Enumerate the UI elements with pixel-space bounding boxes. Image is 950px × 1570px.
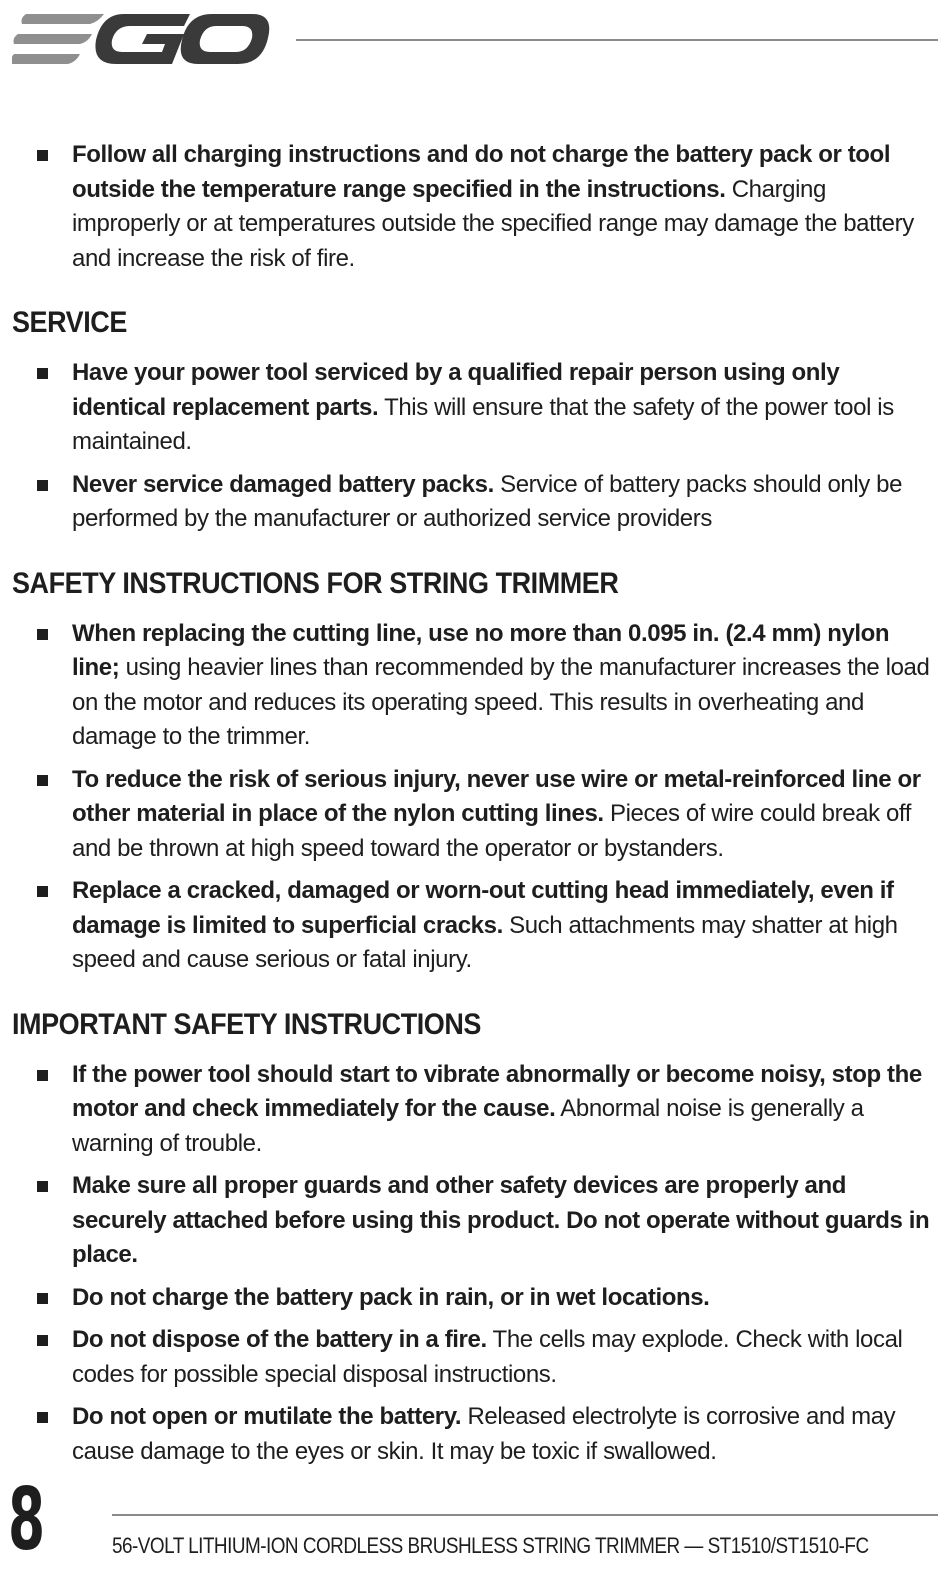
square-bullet-icon xyxy=(37,1070,48,1081)
bullet-regular: Abnormal noise is generally a warning of trouble. xyxy=(72,1095,864,1157)
list-item xyxy=(12,1281,936,1316)
bullet-text xyxy=(72,138,936,276)
ego-logo-graphic xyxy=(12,10,272,70)
footer-title: 56-VOLT LITHIUM-ION CORDLESS BRUSHLESS STRING TRIMMER — ST1510/ST1510-FC xyxy=(112,1533,869,1558)
important-list xyxy=(12,1058,936,1470)
list-item xyxy=(12,138,936,276)
intro-list xyxy=(12,138,936,276)
bullet-regular: Pieces of wire could break off and be thrown at high speed toward the operator or bystanders. xyxy=(72,800,912,862)
bullet-bold: Follow all charging instructions and do not charge the battery pack or tool outside the temperature range specified in the instructions. xyxy=(72,141,891,203)
section-heading-service: SERVICE xyxy=(12,306,127,339)
bullet-text xyxy=(72,763,936,867)
bullet-bold: Do not open or mutilate the battery. xyxy=(72,1403,462,1430)
list-item xyxy=(12,617,936,755)
bullet-regular: The cells may explode. Check with local codes for possible special disposal instructions. xyxy=(72,1326,903,1388)
bullet-bold: Do not dispose of the battery in a fire. xyxy=(72,1326,487,1353)
section-heading-string-trimmer: SAFETY INSTRUCTIONS FOR STRING TRIMMER xyxy=(12,566,619,600)
header-rule xyxy=(296,39,938,41)
bullet-regular: This will ensure that the safety of the power tool is maintained. xyxy=(72,393,894,455)
list-item xyxy=(12,874,936,978)
bullet-bold: To reduce the risk of serious injury, never use wire or metal-reinforced line or other material in place of the nylon cutting lines. xyxy=(72,765,921,827)
bullet-text xyxy=(72,617,936,755)
square-bullet-icon xyxy=(37,1181,48,1192)
footer-rule xyxy=(112,1514,938,1516)
list-item xyxy=(12,468,936,537)
list-item xyxy=(12,763,936,867)
square-bullet-icon xyxy=(37,368,48,379)
bullet-bold: If the power tool should start to vibrate abnormally or become noisy, stop the motor and check immediately for the cause. xyxy=(72,1060,922,1122)
bullet-text xyxy=(72,1169,936,1273)
square-bullet-icon xyxy=(37,886,48,897)
bullet-bold: Replace a cracked, damaged or worn-out cutting head immediately, even if damage is limited to superficial cracks. xyxy=(72,877,894,939)
square-bullet-icon xyxy=(37,1335,48,1346)
bullet-regular: Released electrolyte is corrosive and may cause damage to the eyes or skin. It may be toxic if swallowed. xyxy=(72,1403,896,1465)
bullet-text xyxy=(72,1058,936,1162)
square-bullet-icon xyxy=(37,480,48,491)
page-number: 8 xyxy=(8,1470,46,1570)
bullet-bold: Never service damaged battery packs. xyxy=(72,470,494,498)
bullet-bold: When replacing the cutting line, use no more than 0.095 in. (2.4 mm) nylon line; xyxy=(72,619,890,681)
square-bullet-icon xyxy=(37,150,48,161)
list-item xyxy=(12,1058,936,1162)
page-header xyxy=(0,0,950,80)
bullet-bold: Have your power tool serviced by a qualified repair person using only identical replacement parts. xyxy=(72,359,840,421)
page-content xyxy=(12,138,936,1469)
bullet-bold: Make sure all proper guards and other safety devices are properly and securely attached before using this product. Do not operate without guards in place. xyxy=(72,1172,930,1268)
square-bullet-icon xyxy=(37,1293,48,1304)
service-list xyxy=(12,356,936,537)
list-item xyxy=(12,1323,936,1392)
square-bullet-icon xyxy=(37,1412,48,1423)
string-trimmer-list xyxy=(12,617,936,978)
bullet-regular: Service of battery packs should only be performed by the manufacturer or authorized service providers xyxy=(72,470,903,532)
square-bullet-icon xyxy=(37,775,48,786)
bullet-text xyxy=(72,356,936,460)
list-item xyxy=(12,356,936,460)
list-item xyxy=(12,1169,936,1273)
bullet-regular: using heavier lines than recommended by the manufacturer increases the load on the motor and reduces its operating speed. This results in overheating and damage to the trimmer. xyxy=(72,654,930,750)
bullet-text xyxy=(72,1323,936,1392)
bullet-regular: Charging improperly or at temperatures outside the specified range may damage the battery and increase the risk of fire. xyxy=(72,175,914,272)
square-bullet-icon xyxy=(37,629,48,640)
bullet-text xyxy=(72,468,936,537)
list-item xyxy=(12,1400,936,1469)
ego-logo xyxy=(12,10,272,70)
section-heading-important: IMPORTANT SAFETY INSTRUCTIONS xyxy=(12,1007,481,1041)
bullet-regular: Such attachments may shatter at high speed and cause serious or fatal injury. xyxy=(72,911,898,973)
bullet-text xyxy=(72,1400,936,1469)
bullet-text xyxy=(72,1281,936,1316)
bullet-bold: Do not charge the battery pack in rain, or in wet locations. xyxy=(72,1283,710,1311)
bullet-text xyxy=(72,874,936,978)
